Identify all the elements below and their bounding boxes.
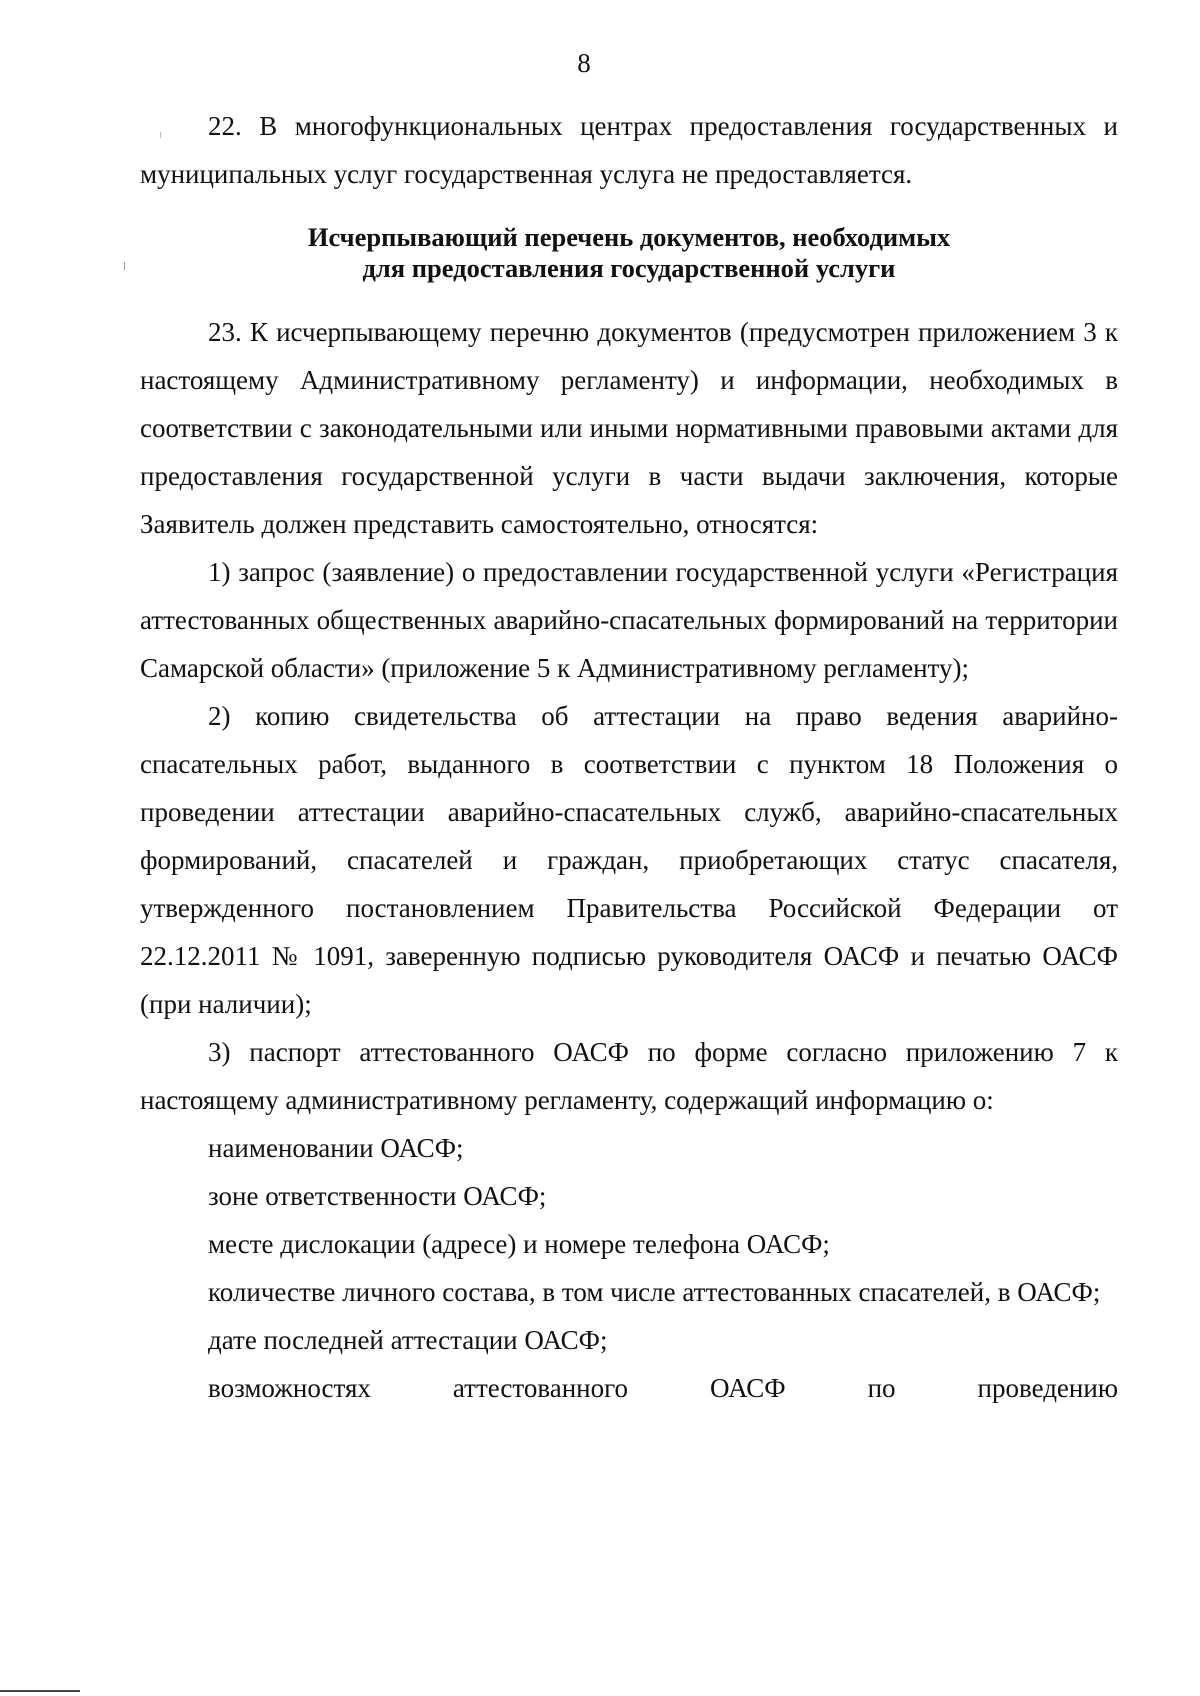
heading-line-2: для предоставления государственной услуги bbox=[362, 253, 896, 283]
sub-item-location: месте дислокации (адресе) и номере телефона ОАСФ; bbox=[208, 1229, 830, 1259]
sub-item-zone: зоне ответственности ОАСФ; bbox=[208, 1181, 547, 1211]
heading-line-1: Исчерпывающий перечень документов, необходимых bbox=[307, 222, 951, 252]
list-item-2: 2) копию свидетельства об аттестации на право ведения аварийно-спасательных работ, выданного в соответствии с пунктом 18 Положения о проведении аттестации аварийно-спасательных служб, аварийно-спасательных формирований, спасателей и граждан, приобретающих статус спасателя, утвержденного постановлением Правительства Российской Федерации от 22.12.2011 № 1091, заверенную подписью руководителя ОАСФ и печатью ОАСФ (при наличии); bbox=[140, 701, 1118, 1019]
sub-item-capabilities: возможностях аттестованного ОАСФ по проведению bbox=[208, 1373, 1118, 1403]
sub-item-staff: количестве личного состава, в том числе аттестованных спасателей, в ОАСФ; bbox=[208, 1277, 1101, 1307]
section-heading bbox=[140, 222, 1118, 284]
paragraph-22: 22. В многофункциональных центрах предоставления государственных и муниципальных услуг государственная услуга не предоставляется. bbox=[140, 111, 1118, 189]
section-22 bbox=[140, 102, 1118, 198]
section-23 bbox=[140, 308, 1118, 1412]
list-item-1: 1) запрос (заявление) о предоставлении государственной услуги «Регистрация аттестованных общественных аварийно-спасательных формирований на территории Самарской области» (приложение 5 к Административному регламенту); bbox=[140, 557, 1118, 683]
sub-item-attestation-date: дате последней аттестации ОАСФ; bbox=[208, 1325, 608, 1355]
scan-edge-line bbox=[0, 1690, 80, 1692]
page-number: 8 bbox=[577, 48, 591, 78]
list-item-3: 3) паспорт аттестованного ОАСФ по форме согласно приложению 7 к настоящему административному регламенту, содержащий информацию о: bbox=[140, 1037, 1118, 1115]
scan-artifact bbox=[124, 262, 125, 270]
sub-item-name: наименовании ОАСФ; bbox=[208, 1133, 464, 1163]
paragraph-23: 23. К исчерпывающему перечню документов (предусмотрен приложением 3 к настоящему Административному регламенту) и информации, необходимых в соответствии с законодательными или иными нормативными правовыми актами для предоставления государственной услуги в части выдачи заключения, которые Заявитель должен представить самостоятельно, относятся: bbox=[140, 317, 1118, 539]
